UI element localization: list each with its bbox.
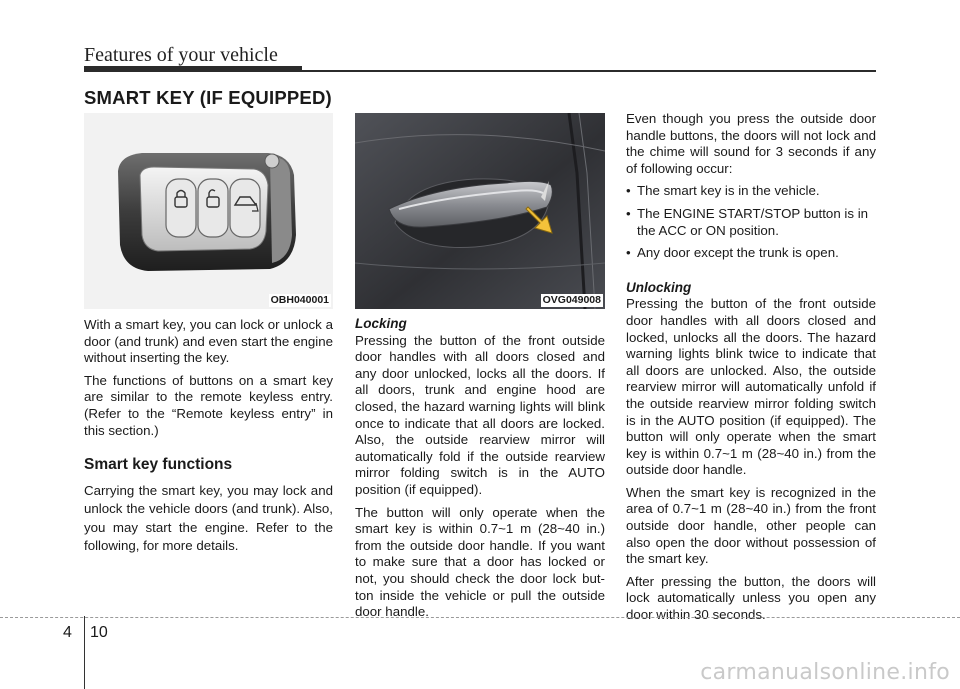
body-paragraph: Pressing the button of the front outside door handles with all doors closed and any door unlocked, locks all the doors. If all doors, trunk and engine hood are closed, the hazard warning lights will blink once to indicate that all doors are locked. Also, the outside rearview mirror will automatically fold if the outside rearview mirror folding switch is in the AUTO position (if equipped). <box>355 332 605 497</box>
body-paragraph: The button will only operate when the smart key is within 0.7~1 m (28~40 in.) from the outside door handle. If you want to make sure that a door has locked or not, you should check the door lock but-ton inside the vehicle or pull the outside door handle. <box>355 504 605 620</box>
body-paragraph: Carrying the smart key, you may lock and unlock the vehicle doors (and trunk). Also, you may start the engine. Refer to the following, for more details. <box>84 482 333 553</box>
body-paragraph: Even though you press the outside door handle buttons, the doors will not lock and the chime will sound for 3 seconds if any of following occur: <box>626 111 876 176</box>
page-number: 10 <box>90 624 108 641</box>
body-paragraph: When the smart key is recognized in the area of 0.7~1 m (28~40 in.) from the front outside door handle, other people can also open the door without possession of the smart key. <box>626 484 876 567</box>
chapter-number: 4 <box>63 624 72 641</box>
body-paragraph: With a smart key, you can lock or unlock a door (and trunk) and even start the engine without inserting the key. <box>84 317 333 366</box>
subsection-heading: Smart key functions <box>84 456 233 474</box>
smart-key-figure <box>84 113 333 309</box>
list-item: • The smart key is in the vehicle. <box>626 183 876 200</box>
smart-key-illustration <box>84 113 333 309</box>
door-handle-illustration <box>355 113 605 309</box>
body-paragraph: The functions of buttons on a smart key are similar to the remote keyless entry. (Refer to the “Remote keyless entry” in this section.) <box>84 372 333 438</box>
column-3 <box>626 111 876 630</box>
condition-list <box>626 183 876 261</box>
footer-vertical-rule <box>84 616 85 689</box>
header-rule-thin <box>84 70 876 72</box>
footer-dashed-rule <box>0 617 960 618</box>
door-handle-figure <box>355 113 605 309</box>
body-paragraph: Pressing the button of the front outside door handles with all doors closed and locked, unlocks all the doors. The hazard warning lights blink twice to indicate that all doors are unlocked. Also, the outside rearview mirror will automatically unfold if the outside rearview mirror folding switch is in the AUTO position (if equipped). The button will only operate when the smart key is within 0.7~1 m (28~40 in.) from the outside door handle. <box>626 296 876 478</box>
page-header-title: Features of your vehicle <box>84 44 278 66</box>
body-paragraph: After pressing the button, the doors will lock automatically unless you open any door within 30 seconds. <box>626 573 876 623</box>
watermark: carmanualsonline.info <box>700 660 950 685</box>
figure-code-key: OBH040001 <box>270 294 329 306</box>
locking-subhead: Locking <box>355 316 407 331</box>
list-item: • Any door except the trunk is open. <box>626 245 876 262</box>
figure-code-door: OVG049008 <box>542 294 601 306</box>
list-item: • The ENGINE START/STOP button is in the ACC or ON position. <box>626 206 876 239</box>
unlocking-subhead: Unlocking <box>626 279 692 295</box>
column-2 <box>355 316 605 627</box>
section-title: SMART KEY (IF EQUIPPED) <box>84 87 332 108</box>
column-1 <box>84 317 333 561</box>
